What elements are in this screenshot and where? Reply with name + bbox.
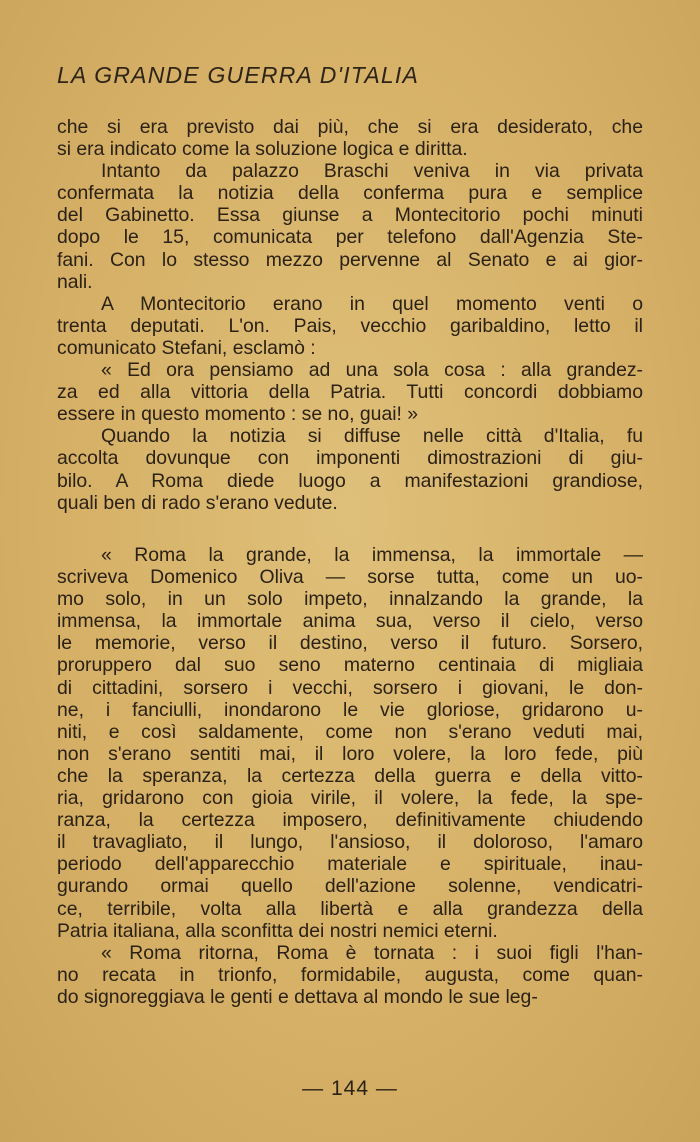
text-line: mo solo, in un solo impeto, innalzando la grande, la — [57, 588, 643, 611]
text-line: accolta dovunque con imponenti dimostrazioni di giu- — [57, 447, 643, 470]
text-line: essere in questo momento : se no, guai! » — [57, 403, 419, 426]
text-line: proruppero dal suo seno materno centinaia di migliaia — [57, 654, 643, 677]
text-line: comunicato Stefani, esclamò : — [57, 336, 316, 359]
text-line: che si era previsto dai più, che si era desiderato, che — [57, 116, 643, 138]
text-line: periodo dell'apparecchio materiale e spirituale, inau- — [57, 853, 643, 876]
text-line: niti, e così saldamente, come non s'erano veduti mai, — [57, 720, 643, 743]
text-line: Intanto da palazzo Braschi veniva in via privata — [101, 160, 643, 183]
text-line: « Roma ritorna, Roma è tornata : i suoi figli l'han- — [101, 941, 643, 964]
text-line: di cittadini, sorsero i vecchi, sorsero i giovani, le don- — [57, 676, 643, 699]
text-line: trenta deputati. L'on. Pais, vecchio garibaldino, letto il — [57, 314, 643, 337]
text-line: confermata la notizia della conferma pura e semplice — [57, 182, 643, 205]
text-line: ce, terribile, volta alla libertà e alla grandezza della — [57, 897, 643, 920]
text-line: che la speranza, la certezza della guerra e della vitto- — [57, 764, 643, 787]
text-line: gurando ormai quello dell'azione solenne, vendicatri- — [57, 875, 643, 898]
page-number: — 144 — — [302, 1077, 398, 1100]
text-line: za ed alla vittoria della Patria. Tutti concordi dobbiamo — [57, 381, 643, 404]
text-section-2 — [57, 544, 643, 1008]
text-line: Patria italiana, alla sconfitta dei nostri nemici eterni. — [57, 919, 498, 942]
text-line: si era indicato come la soluzione logica e diritta. — [57, 138, 468, 161]
text-line: ne, i fanciulli, inondarono le vie gloriose, gridarono u- — [57, 698, 643, 721]
text-line: « Ed ora pensiamo ad una sola cosa : alla grandez- — [101, 359, 643, 382]
running-head: LA GRANDE GUERRA D'ITALIA — [57, 62, 419, 88]
text-line: ria, gridarono con gioia virile, il volere, la fede, la spe- — [57, 787, 643, 810]
text-line: A Montecitorio erano in quel momento venti o — [101, 292, 643, 315]
text-line: nali. — [57, 270, 93, 293]
text-line: ranza, la certezza imposero, definitivamente chiudendo — [57, 809, 643, 832]
text-line: dopo le 15, comunicata per telefono dall'Agenzia Ste- — [57, 226, 643, 249]
text-line: bilo. A Roma diede luogo a manifestazioni grandiose, — [57, 469, 643, 492]
text-section-1 — [57, 116, 643, 514]
text-line: scriveva Domenico Oliva — sorse tutta, come un uo- — [57, 566, 643, 589]
text-line: non s'erano sentiti mai, il loro volere, la loro fede, più — [57, 742, 643, 765]
text-line: quali ben di rado s'erano vedute. — [57, 491, 338, 514]
text-line: del Gabinetto. Essa giunse a Montecitorio pochi minuti — [57, 204, 643, 227]
text-line: fani. Con lo stesso mezzo pervenne al Senato e ai gior- — [57, 248, 643, 271]
text-line: Quando la notizia si diffuse nelle città d'Italia, fu — [101, 425, 643, 448]
text-line: immensa, la immortale anima sua, verso il cielo, verso — [57, 610, 643, 633]
text-line: no recata in trionfo, formidabile, augusta, come quan- — [57, 963, 643, 986]
text-line: le memorie, verso il destino, verso il futuro. Sorsero, — [57, 632, 643, 655]
text-line: il travagliato, il lungo, l'ansioso, il doloroso, l'amaro — [57, 831, 643, 854]
text-line: « Roma la grande, la immensa, la immortale — — [101, 544, 643, 566]
text-line: do signoreggiava le genti e dettava al mondo le sue leg- — [57, 985, 538, 1008]
